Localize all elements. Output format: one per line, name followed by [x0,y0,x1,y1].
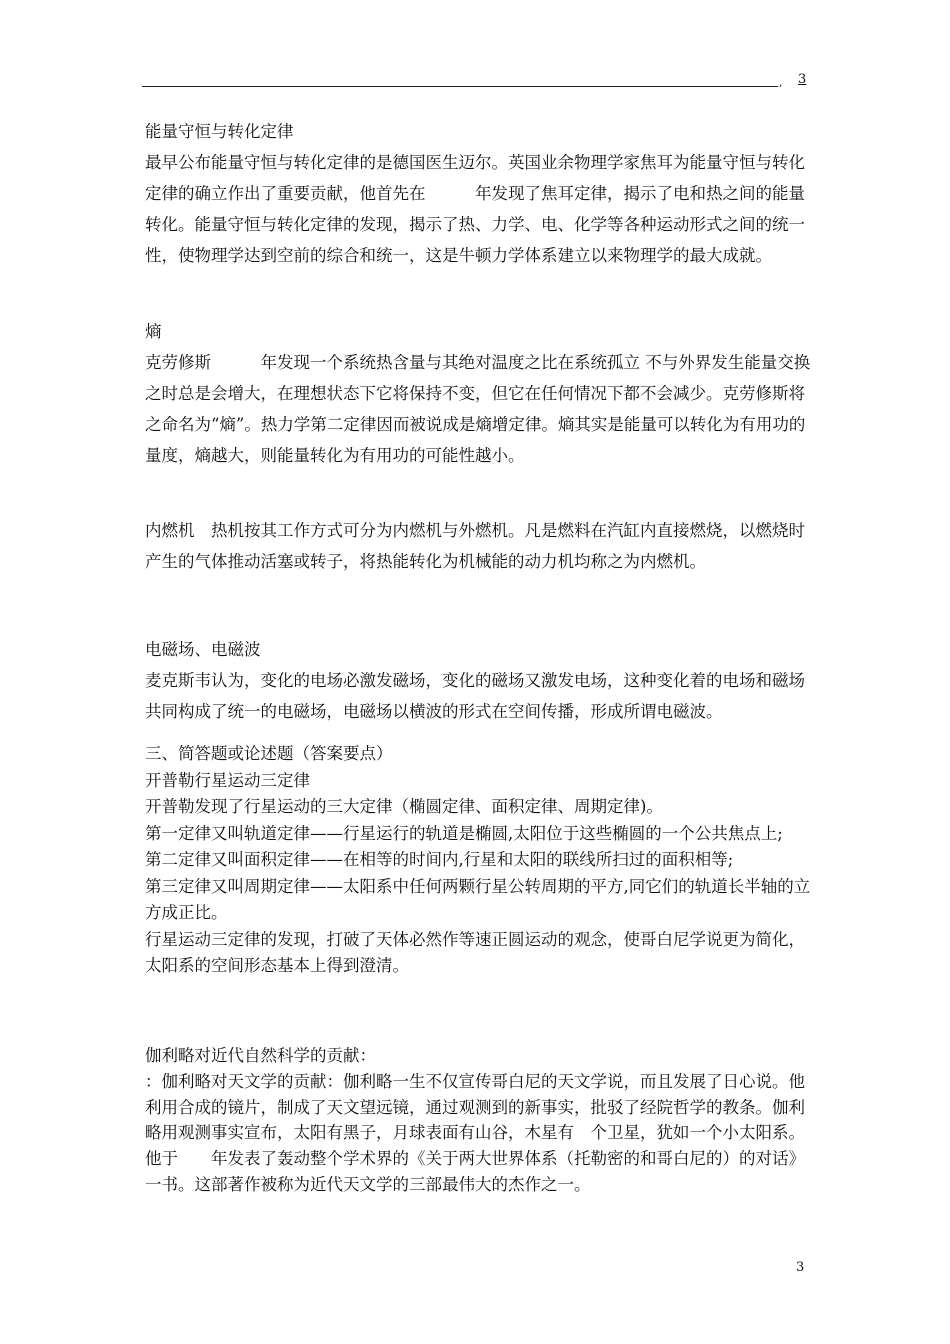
section-em [145,634,815,727]
kepler-intro: 开普勒发现了行星运动的三大定律（椭圆定律、面积定律、周期定律)。 [145,797,663,816]
galileo-title: 伽利略对近代自然科学的贡献： [145,1046,376,1065]
section-energy [145,116,815,271]
engine-body: 内燃机 热机按其工作方式可分为内燃机与外燃机。凡是燃料在汽缸内直接燃烧，以燃烧时产生的气体推动活塞或转子，将热能转化为机械能的动力机均称之为内燃机。 [145,521,805,571]
section-engine [145,515,815,577]
header-page-number: 3 [798,72,807,87]
galileo-body: ：伽利略对天文学的贡献：伽利略一生不仅宣传哥白尼的天文学说，而且发展了日心说。他利用合成的镜片，制成了天文望远镜，通过观测到的新事实，批驳了经院哲学的教条。伽利略用观测事实宣布，太阳有黑子，月球表面有山谷，木星有 个卫星，犹如一个小太阳系。他于 年发表了轰动整个学术界的《关于两大世界体系（托勒密的和哥白尼的）的对话》一书。这部著作被称为近代天文学的三部最伟大的杰作之一。 [145,1071,805,1194]
part3-heading: 三、简答题或论述题（答案要点） [145,744,393,763]
energy-body: 最早公布能量守恒与转化定律的是德国医生迈尔。英国业余物理学家焦耳为能量守恒与转化定律的确立作出了重要贡献，他首先在 年发现了焦耳定律，揭示了电和热之间的能量转化。能量守恒与转化定律的发现，揭示了热、力学、电、化学等各种运动形式之间的统一性，使物理学达到空前的综合和统一，这是牛顿力学体系建立以来物理学的最大成就。 [145,153,805,265]
footer-page-number: 3 [796,1260,805,1275]
entropy-body: 克劳修斯 年发现一个系统热含量与其绝对温度之比在系统孤立 不与外界发生能量交换 之时总是会增大，在理想状态下它将保持不变，但它在任何情况下都不会减少。克劳修斯将之命名为“熵”。热力学第二定律因而被说成是熵增定律。熵其实是能量可以转化为有用功的量度，熵越大，则能量转化为有用功的可能性越小。 [145,353,811,465]
kepler-law-3: 第三定律又叫周期定律——太阳系中任何两颗行星公转周期的平方,同它们的轨道长半轴的立方成正比。 [145,876,811,922]
header-mark: , [779,76,783,89]
section-galileo [145,1043,815,1198]
section-entropy [145,316,815,471]
kepler-summary: 行星运动三定律的发现，打破了天体必然作等速正圆运动的观念，使哥白尼学说更为简化，太阳系的空间形态基本上得到澄清。 [145,929,805,975]
header-rule [142,86,778,87]
em-title: 电磁场、电磁波 [145,640,261,659]
kepler-title: 开普勒行星运动三定律 [145,770,310,790]
entropy-title: 熵 [145,322,162,341]
energy-title: 能量守恒与转化定律 [145,122,294,141]
kepler-law-1: 第一定律又叫轨道定律——行星运行的轨道是椭圆,太阳位于这些椭圆的一个公共焦点上; [145,823,783,843]
section-part3 [145,741,815,980]
em-body: 麦克斯韦认为，变化的电场必激发磁场，变化的磁场又激发电场，这种变化着的电场和磁场共同构成了统一的电磁场，电磁场以横波的形式在空间传播，形成所谓电磁波。 [145,671,805,721]
kepler-law-2: 第二定律又叫面积定律——在相等的时间内,行星和太阳的联线所扫过的面积相等; [145,850,734,869]
